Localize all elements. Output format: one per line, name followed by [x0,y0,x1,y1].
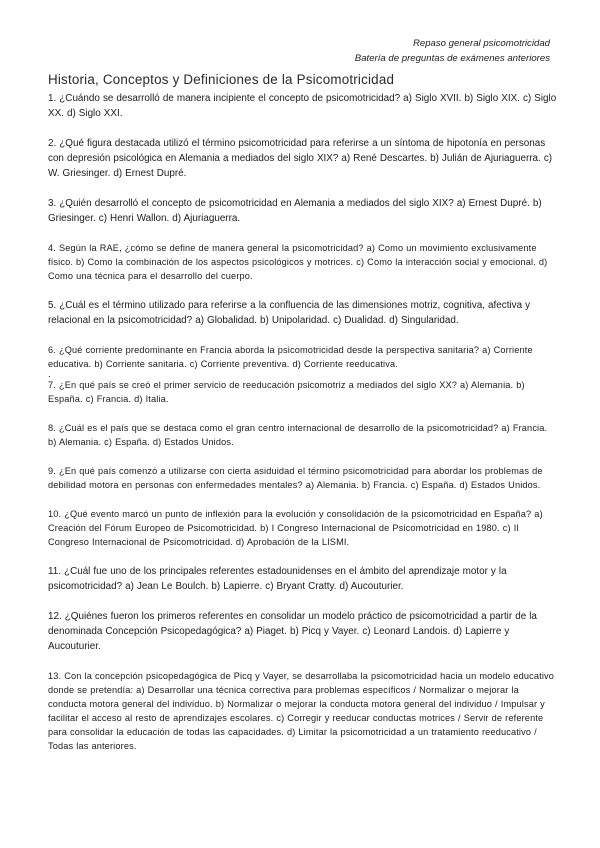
question-8: 8. ¿Cuál es el país que se destaca como el gran centro internacional de desarrollo de la psicomotricidad? a) Francia. b) Alemania. c) España. d) Estados Unidos. [48,423,548,447]
question-2: 2. ¿Qué figura destacada utilizó el término psicomotricidad para referirse a un síntoma de hipotonía en personas con depresión psicológica en Alemania a mediados del siglo XIX? a) René Descartes. b) Julián de Ajuriaguerra. c) W. Griesinger. d) Ernest Dupré. [48,138,553,179]
question-1: 1. ¿Cuándo se desarrolló de manera incipiente el concepto de psicomotricidad? a) Siglo XVII. b) Siglo XIX. c) Siglo XX. d) Siglo XXI. [48,93,557,119]
question-list [48,91,558,753]
question-6: 6. ¿Qué corriente predominante en Francia aborda la psicomotricidad desde la perspectiva sanitaria? a) Corriente educativa. b) Corriente sanitaria. c) Corriente preventiva. d) Corriente reeducativa. [48,345,533,369]
question-10: 10. ¿Qué evento marcó un punto de inflexión para la evolución y consolidación de la psicomotricidad en España? a) Creación del Fórum Europeo de Psicomotricidad. b) I Congreso Internacional de Psicomotricidad en 1980. c) II Congreso Internacional de Psicomotricidad. d) Aprobación de la LISMI. [48,509,543,547]
question-3: 3. ¿Quién desarrolló el concepto de psicomotricidad en Alemania a mediados del siglo XIX? a) Ernest Dupré. b) Griesinger. c) Henri Wallon. d) Ajuriaguerra. [48,198,542,224]
question-4: 4. Según la RAE, ¿cómo se define de manera general la psicomotricidad? a) Como un movimiento exclusivamente físico. b) Como la combinación de los aspectos psicológicos y motrices. c) Como la interacción social y emocional. d) Como una técnica para el desarrollo del cuerpo. [48,243,548,281]
question-7: 7. ¿En qué país se creó el primer servicio de reeducación psicomotriz a mediados del siglo XX? a) Alemania. b) España. c) Francia. d) Italia. [48,380,525,404]
page-header [355,36,550,66]
header-subtitle: Batería de preguntas de exámenes anteriores [354,53,550,64]
question-12: 12. ¿Quiénes fueron los primeros referentes en consolidar un modelo práctico de psicomotricidad a partir de la denominada Concepción Psicopedagógica? a) Piaget. b) Picq y Vayer. c) Leonard Landois. d) Lapierre y Aucouturier. [48,611,537,652]
stray-period-mark: . [48,369,51,380]
header-course-title: Repaso general psicomotricidad [412,38,550,49]
question-11: 11. ¿Cuál fue uno de los principales referentes estadounidenses en el ámbito del aprendizaje motor y la psicomotricidad? a) Jean Le Boulch. b) Lapierre. c) Bryant Cratty. d) Aucouturier. [48,566,507,592]
question-5: 5. ¿Cuál es el término utilizado para referirse a la confluencia de las dimensiones motriz, cognitiva, afectiva y relacional en la psicomotricidad? a) Globalidad. b) Unipolaridad. c) Dualidad. d) Singularidad. [48,300,531,326]
question-9: 9. ¿En qué país comenzó a utilizarse con cierta asiduidad el término psicomotricidad para abordar los problemas de debilidad motora en personas con enfermedades mentales? a) Alemania. b) Francia. c) España. d) Estados Unidos. [48,466,543,490]
question-13: 13. Con la concepción psicopedagógica de Picq y Vayer, se desarrollaba la psicomotricidad hacia un modelo educativo donde se pretendía: a) Desarrollar una técnica correctiva para problemas específicos / Normalizar o mejorar la conducta motora general del individuo. b) Normalizar o mejorar la conducta motora general del individuo / Impulsar y facilitar el acceso al resto de aprendizajes escolares. c) Corregir y reeducar conductas motrices / Servir de referente para consolidar la educación de todas las capacidades. d) Limitar la psicomotricidad a un tratamiento reeducativo / Todas las anteriores. [48,671,555,751]
section-title: Historia, Conceptos y Definiciones de la Psicomotricidad [48,72,395,87]
